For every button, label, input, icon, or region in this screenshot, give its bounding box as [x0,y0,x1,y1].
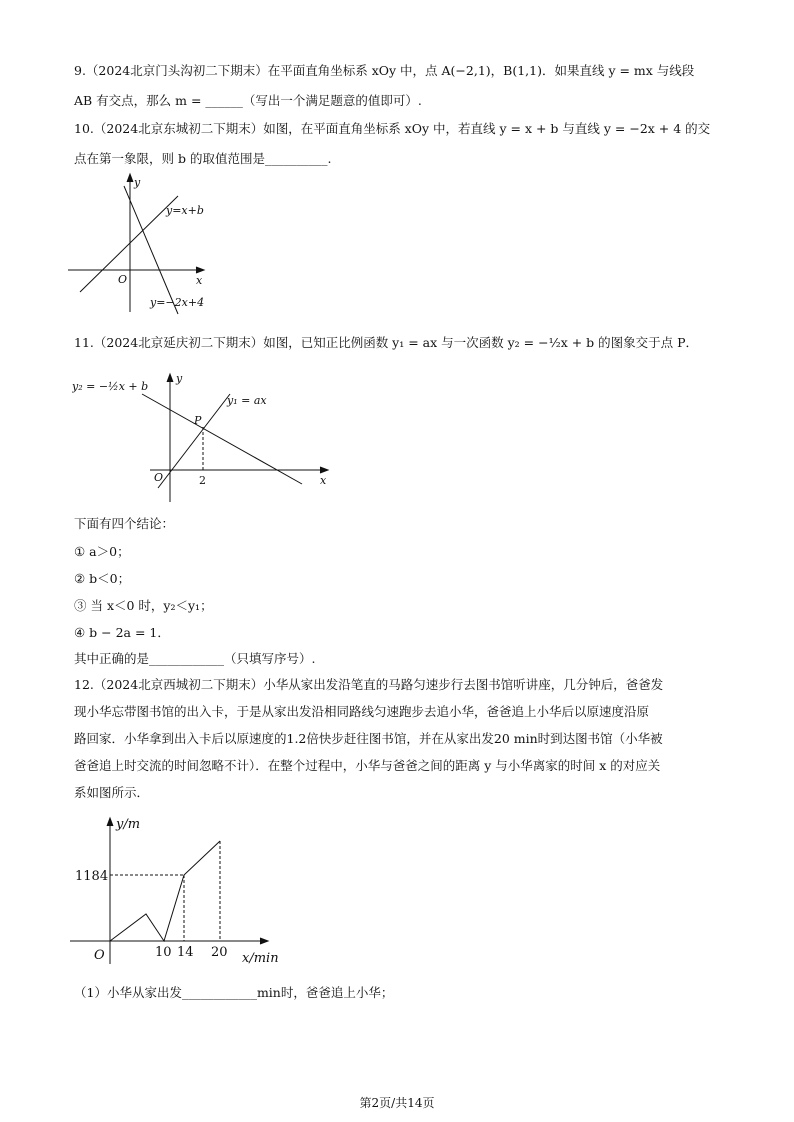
q11-point-p: P [194,414,202,427]
q10-origin: O [118,273,128,286]
q11-figure [72,368,342,504]
q10-line-b-label: y=−2x+4 [150,296,205,309]
q11-item-1: ① a＞0； [74,544,130,559]
q10-x-arrow [196,267,204,273]
q11-x-label: x [320,474,327,487]
q11-item-2: ② b＜0； [74,571,131,586]
q12-x-arrow [260,938,268,944]
q10-y-arrow [127,174,133,182]
q12-x-tick-14: 14 [177,945,194,960]
q10-y-label: y [134,176,141,189]
q12-line-5: 系如图所示． [74,785,150,800]
q11-tick-2: 2 [199,474,206,487]
q11-x-arrow [320,467,328,473]
q10-line-a-label: y=x+b [166,204,204,217]
q12-line-1: 12.（2024北京西城初二下期末）小华从家出发沿笔直的马路匀速步行去图书馆听讲座，几分钟后，爸爸发 [74,677,664,692]
q12-origin: O [94,948,105,963]
q10-line-1: 10.（2024北京东城初二下期末）如图，在平面直角坐标系 xOy 中，若直线 y = x + b 与直线 y = −2x + 4 的交 [74,121,711,136]
q11-item-3: ③ 当 x＜0 时，y₂＜y₁； [74,598,213,613]
q11-intro: 下面有四个结论： [74,516,175,531]
q10-x-label: x [196,274,203,287]
q12-x-label: x/min [242,951,279,966]
q12-sub-1: （1）小华从家出发____________min时，爸爸追上小华； [74,985,394,1000]
q12-figure [70,814,300,970]
q12-line-3: 路回家．小华拿到出入卡后以原速度的1.2倍快步赶往图书馆，并在从家出发20 min时到达图书馆（小华被 [74,731,663,746]
q9-line-2: AB 有交点，那么 m = ______（写出一个满足题意的值即可）. [74,93,422,108]
q12-y-tick-1184: 1184 [75,869,109,884]
q11-item-4: ④ b − 2a = 1． [74,625,170,640]
q12-graph-line [110,841,220,941]
q10-figure [68,172,218,318]
q11-answer: 其中正确的是____________（只填写序号）. [74,651,316,666]
q12-y-arrow [107,818,113,826]
q9-line-1: 9.（2024北京门头沟初二下期末）在平面直角坐标系 xOy 中，点 A(−2,1)，B(1,1)．如果直线 y = mx 与线段 [74,63,695,78]
q11-y2-label: y₂ = −½x + b [72,380,149,393]
q12-y-label: y/m [116,817,141,832]
q12-line-2: 现小华忘带图书馆的出入卡，于是从家出发沿相同路线匀速跑步去追小华，爸爸追上小华后以原速度沿原 [74,704,650,719]
q10-line-a [80,196,178,292]
q11-y-label: y [176,372,183,385]
q11-y-arrow [167,374,173,382]
q12-x-tick-20: 20 [211,945,228,960]
q11-origin: O [154,471,164,484]
q12-line-4: 爸爸追上时交流的时间忽略不计）．在整个过程中，小华与爸爸之间的距离 y 与小华离家的时间 x 的对应关 [74,758,661,773]
q10-line-2: 点在第一象限，则 b 的取值范围是__________. [74,151,332,166]
q11-line-y1 [158,394,230,488]
page-footer: 第2页/共14页 [359,1096,435,1110]
q12-x-tick-10: 10 [155,945,172,960]
q11-y1-label: y₁ = ax [227,394,267,407]
q11-stem: 11.（2024北京延庆初二下期末）如图，已知正比例函数 y₁ = ax 与一次函数 y₂ = −½x + b 的图象交于点 P． [74,335,699,350]
